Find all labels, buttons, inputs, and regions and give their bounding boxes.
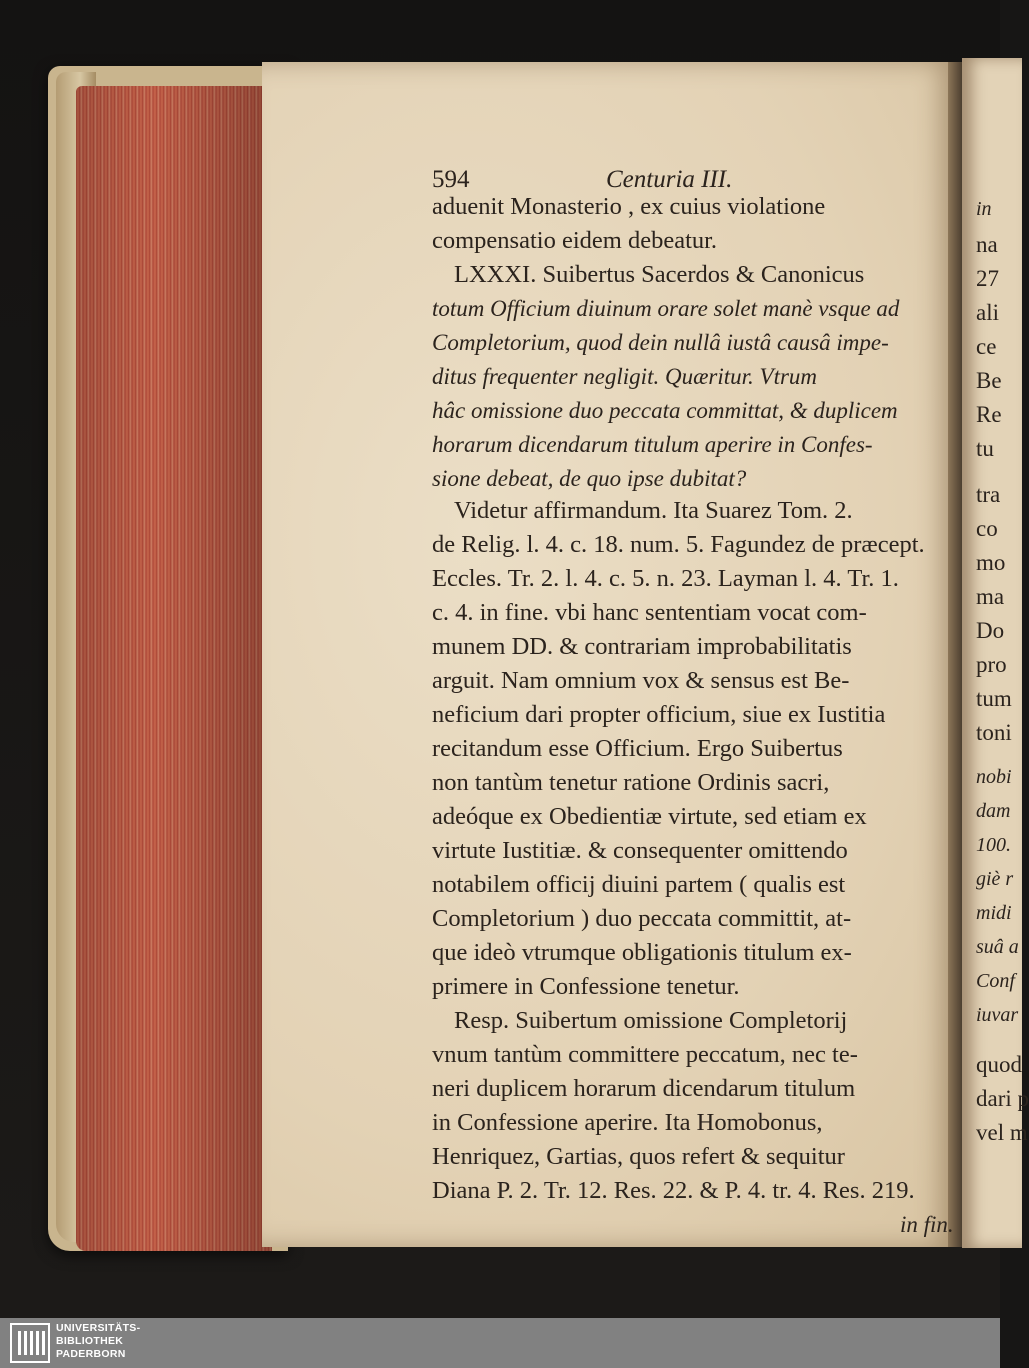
text-line: Completorium ) duo peccata committit, at-	[432, 905, 852, 932]
text-line: que ideò vtrumque obligationis titulum ex-	[432, 939, 852, 966]
right-page-fragment: tu	[976, 436, 994, 461]
page-number: 594	[432, 166, 470, 193]
text-line: Eccles. Tr. 2. l. 4. c. 5. n. 23. Layman l. 4. Tr. 1.	[432, 565, 899, 592]
page-edges-shade	[76, 86, 272, 1251]
text-line: Resp. Suibertum omissione Completorij	[454, 1007, 848, 1034]
library-name	[56, 1322, 140, 1361]
text-line: Henriquez, Gartias, quos refert & sequitur	[432, 1143, 845, 1170]
right-page-fragment: suâ a	[976, 936, 1019, 958]
right-page-fragment: Conf	[976, 970, 1015, 992]
right-page-fragment: vel m	[976, 1120, 1028, 1145]
right-page-fragment: iuvar	[976, 1004, 1019, 1026]
text-line: munem DD. & contrariam improbabilitatis	[432, 633, 852, 660]
right-page-fragment: 100.	[976, 834, 1011, 856]
right-page-fragment: midi	[976, 902, 1012, 924]
text-line: non tantùm tenetur ratione Ordinis sacri,	[432, 769, 830, 796]
right-page-fragment: nobi	[976, 766, 1012, 788]
running-title: Centuria III.	[606, 166, 733, 193]
right-page-fragment: ma	[976, 584, 1005, 609]
text-line: in fin.	[900, 1212, 954, 1237]
right-page-fragment: dari p	[976, 1086, 1029, 1111]
right-page-fragment: giè r	[976, 868, 1014, 890]
text-line: virtute Iustitiæ. & consequenter omittendo	[432, 837, 848, 864]
text-line: Completorium, quod dein nullâ iustâ causâ impe-	[432, 330, 889, 355]
text-line: in Confessione aperire. Ita Homobonus,	[432, 1109, 823, 1136]
right-page-fragment: Do	[976, 618, 1005, 643]
text-line: c. 4. in fine. vbi hanc sententiam vocat com-	[432, 599, 867, 626]
right-page-fragment: Be	[976, 368, 1002, 393]
right-page-fragment: pro	[976, 652, 1007, 677]
right-page-fragment: na	[976, 232, 998, 257]
text-line: compensatio eidem debeatur.	[432, 227, 718, 254]
text-line: totum Officium diuinum orare solet manè vsque ad	[432, 296, 900, 321]
right-page-fragment: ce	[976, 334, 997, 359]
text-line: LXXXI. Suibertus Sacerdos & Canonicus	[454, 261, 865, 288]
text-line: neficium dari propter officium, siue ex Iustitia	[432, 701, 886, 728]
right-page-fragment: mo	[976, 550, 1006, 575]
text-line: vnum tantùm committere peccatum, nec te-	[432, 1041, 858, 1068]
library-name-line: UNIVERSITÄTS-	[56, 1322, 141, 1334]
library-name-line: PADERBORN	[56, 1348, 126, 1360]
text-line: hâc omissione duo peccata committat, & duplicem	[432, 398, 898, 423]
right-page-fragment: dam	[976, 800, 1011, 822]
text-line: sione debeat, de quo ipse dubitat?	[432, 466, 747, 491]
text-line: arguit. Nam omnium vox & sensus est Be-	[432, 667, 850, 694]
text-line: Videtur affirmandum. Ita Suarez Tom. 2.	[454, 497, 853, 524]
right-page-fragment: ali	[976, 300, 999, 325]
text-line: notabilem officij diuini partem ( qualis est	[432, 871, 846, 898]
text-line: Diana P. 2. Tr. 12. Res. 22. & P. 4. tr. 4. Res. 219.	[432, 1177, 915, 1204]
text-line: de Relig. l. 4. c. 18. num. 5. Fagundez de præcept.	[432, 531, 925, 558]
right-page-fragment: co	[976, 516, 998, 541]
text-line: adeóque ex Obedientiæ virtute, sed etiam ex	[432, 803, 867, 830]
text-line: ditus frequenter negligit. Quæritur. Vtrum	[432, 364, 818, 389]
library-name-line: BIBLIOTHEK	[56, 1335, 124, 1347]
right-page-fragment: 27	[976, 266, 999, 291]
text-line: aduenit Monasterio , ex cuius violatione	[432, 193, 826, 220]
right-page-fragment: toni	[976, 720, 1012, 745]
right-page-fragment: tra	[976, 482, 1001, 507]
right-page-fragment: quod	[976, 1052, 1022, 1077]
text-line: primere in Confessione tenetur.	[432, 973, 740, 1000]
text-line: horarum dicendarum titulum aperire in Confes-	[432, 432, 873, 457]
text-line: recitandum esse Officium. Ergo Suibertus	[432, 735, 843, 762]
right-page-fragment: tum	[976, 686, 1012, 711]
right-page-fragment: in	[976, 198, 992, 220]
right-page-fragment: Re	[976, 402, 1002, 427]
library-logo-icon	[10, 1323, 50, 1363]
footer-bar	[0, 1318, 1000, 1368]
text-line: neri duplicem horarum dicendarum titulum	[432, 1075, 856, 1102]
